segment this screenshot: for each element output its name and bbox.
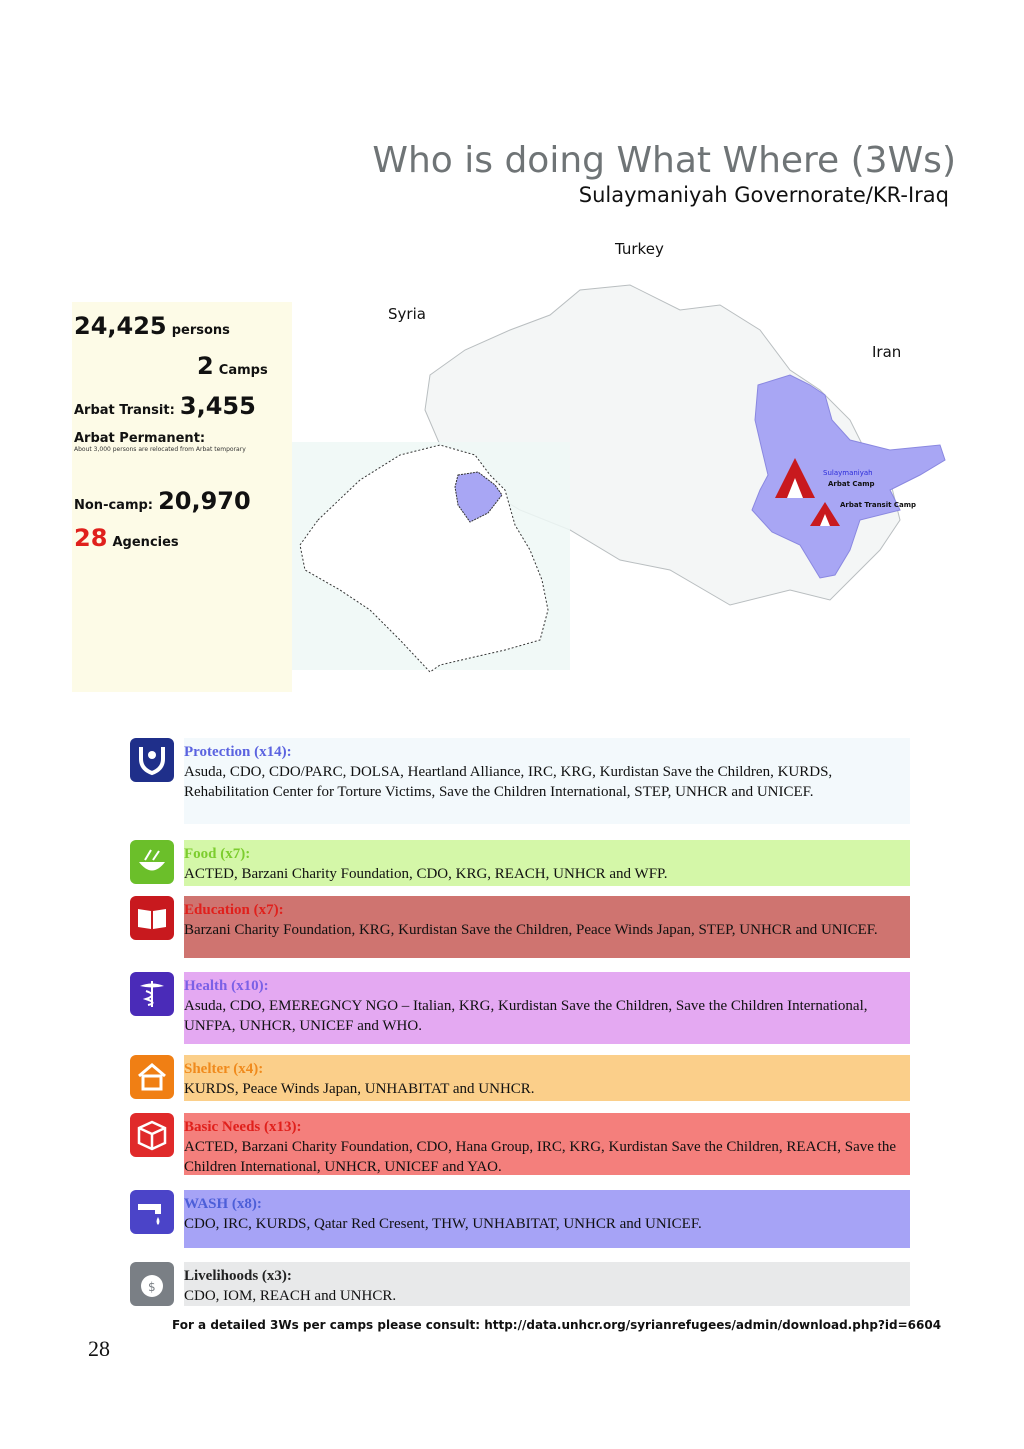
- sector-agencies: Asuda, CDO, CDO/PARC, DOLSA, Heartland Alliance, IRC, KRG, Kurdistan Save the Children, KURDS, Rehabilitation Center for Torture Victims, Save the Children International, STEP, UNHCR and UNICEF.: [184, 764, 833, 800]
- sector-text: [130, 840, 667, 886]
- sector-text: [130, 1190, 702, 1248]
- sector-education: [130, 896, 910, 958]
- agencies-value: 28: [74, 524, 108, 552]
- sector-agencies: Asuda, CDO, EMEREGNCY NGO – Italian, KRG, Kurdistan Save the Children, Save the Children International, UNFPA, UNHCR, UNICEF and WHO.: [184, 998, 868, 1034]
- sector-agencies: CDO, IOM, REACH and UNHCR.: [184, 1288, 397, 1304]
- sector-agencies: ACTED, Barzani Charity Foundation, CDO, Hana Group, IRC, KRG, Kurdistan Save the Children, REACH, Save the Children International, UNHCR, UNICEF and YAO.: [184, 1139, 896, 1175]
- sector-text: [130, 1055, 535, 1101]
- sector-health: [130, 972, 910, 1044]
- sector-heading: Education (x7):: [184, 902, 284, 918]
- sector-agencies: KURDS, Peace Winds Japan, UNHABITAT and UNHCR.: [184, 1081, 535, 1097]
- sector-food: [130, 840, 910, 886]
- sector-text: [130, 1262, 396, 1306]
- sector-basic-needs: [130, 1113, 910, 1175]
- sector-heading: Basic Needs (x13):: [184, 1119, 302, 1135]
- sector-agencies: Barzani Charity Foundation, KRG, Kurdistan Save the Children, Peace Winds Japan, STEP, UNHCR and UNICEF.: [184, 922, 878, 938]
- camps-label: Camps: [218, 363, 268, 378]
- transit-value: 3,455: [179, 392, 256, 420]
- map-label-syria: Syria: [388, 305, 426, 323]
- sector-livelihoods: [130, 1262, 910, 1306]
- sector-text: [130, 972, 910, 1044]
- sector-heading: Food (x7):: [184, 846, 251, 862]
- sector-wash: [130, 1190, 910, 1248]
- permanent-note: About 3,000 persons are relocated from Arbat temporary: [74, 446, 246, 453]
- sector-shelter: [130, 1055, 910, 1101]
- map-label-turkey: Turkey: [615, 240, 664, 258]
- label-sulaymaniyah: Sulaymaniyah: [823, 469, 873, 477]
- sector-heading: WASH (x8):: [184, 1196, 262, 1212]
- page-subtitle: Sulaymaniyah Governorate/KR-Iraq: [578, 183, 949, 207]
- page-number: 28: [88, 1336, 110, 1361]
- sector-protection: [130, 738, 910, 824]
- sector-heading: Health (x10):: [184, 978, 269, 994]
- noncamp-value: 20,970: [158, 487, 251, 515]
- persons-label: persons: [171, 323, 230, 338]
- label-arbat-transit: Arbat Transit Camp: [840, 501, 917, 509]
- transit-label: Arbat Transit:: [74, 403, 175, 418]
- sector-text: [130, 896, 878, 958]
- svg-text:$: $: [148, 1280, 156, 1294]
- region-map: [290, 280, 960, 680]
- page-title: Who is doing What Where (3Ws): [372, 140, 956, 181]
- agencies-label: Agencies: [112, 535, 179, 550]
- permanent-label: Arbat Permanent:: [74, 431, 206, 446]
- sector-heading: Livelihoods (x3):: [184, 1268, 292, 1284]
- sector-text: [130, 1113, 910, 1175]
- sector-heading: Shelter (x4):: [184, 1061, 264, 1077]
- noncamp-label: Non-camp:: [74, 498, 153, 513]
- footer-link[interactable]: For a detailed 3Ws per camps please consult: http://data.unhcr.org/syrianrefugees/admin/download.php?id=6604: [172, 1318, 942, 1332]
- stats-panel: [72, 302, 292, 692]
- sector-text: [130, 738, 910, 824]
- sector-heading: Protection (x14):: [184, 744, 292, 760]
- sector-agencies: CDO, IRC, KURDS, Qatar Red Cresent, THW, UNHABITAT, UNHCR and UNICEF.: [184, 1216, 702, 1232]
- persons-value: 24,425: [74, 312, 167, 340]
- sector-agencies: ACTED, Barzani Charity Foundation, CDO, KRG, REACH, UNHCR and WFP.: [184, 866, 668, 882]
- camps-value: 2: [197, 352, 214, 380]
- label-arbat-camp: Arbat Camp: [828, 480, 875, 488]
- map-label-iran: Iran: [872, 343, 902, 361]
